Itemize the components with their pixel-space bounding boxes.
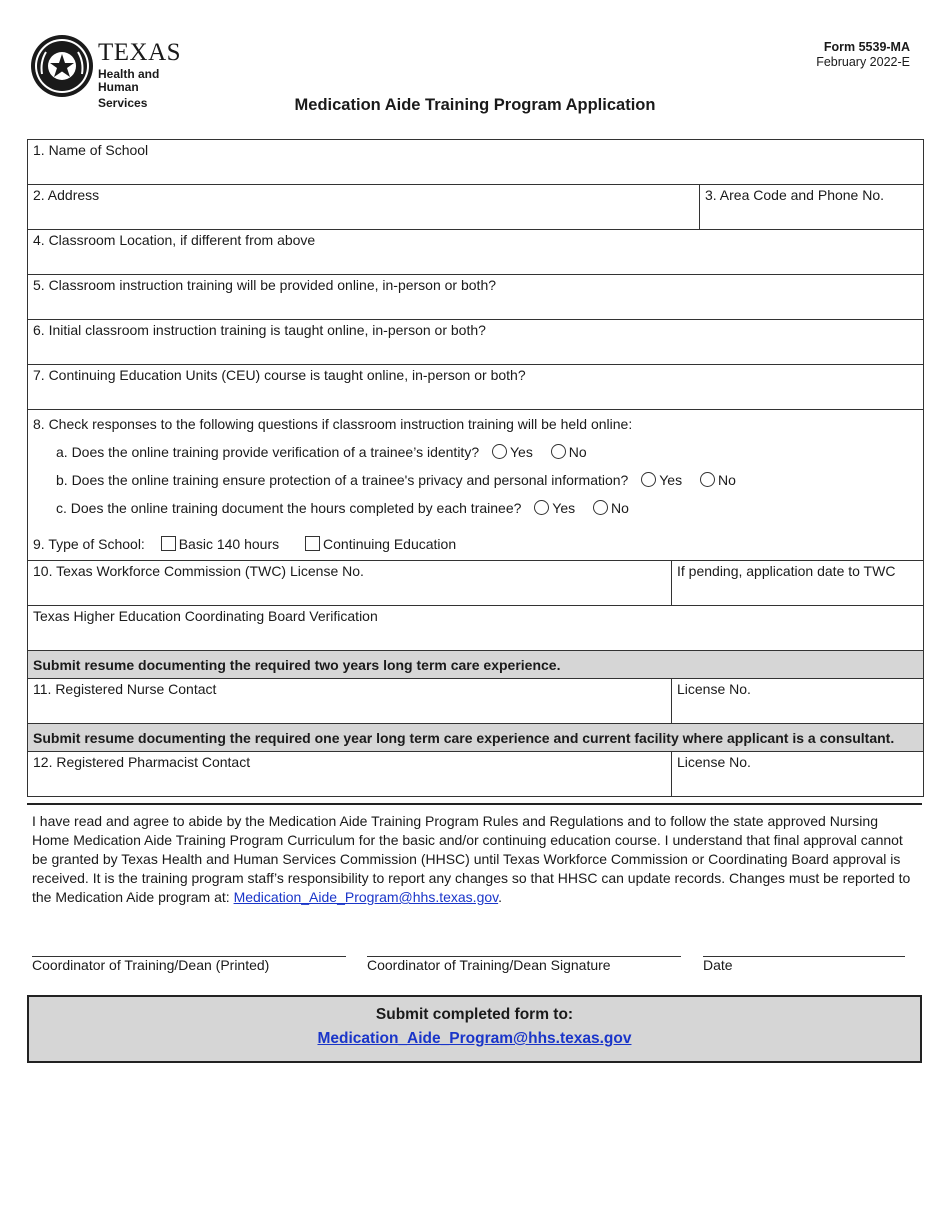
- row-thecb: [28, 606, 923, 651]
- row-instruction-mode: [28, 275, 923, 320]
- page-title: Medication Aide Training Program Application: [294, 96, 656, 114]
- classroom-location-field[interactable]: 4. Classroom Location, if different from above: [33, 232, 316, 248]
- online-questions-heading: 8. Check responses to the following questions if classroom instruction training will be held online:: [33, 416, 633, 432]
- instruction-mode-field[interactable]: 5. Classroom instruction training will be provided online, in-person or both?: [33, 277, 497, 293]
- ceu-mode-field[interactable]: 7. Continuing Education Units (CEU) course is taught online, in-person or both?: [33, 367, 526, 383]
- divider: [27, 803, 922, 805]
- signature-label: Coordinator of Training/Dean Signature: [367, 957, 611, 973]
- signature-line[interactable]: [367, 956, 681, 973]
- school-name-field[interactable]: 1. Name of School: [33, 142, 149, 158]
- row-rph-contact: [28, 752, 923, 797]
- logo-text-texas: TEXAS: [98, 39, 182, 66]
- form-identifier: [816, 40, 910, 70]
- question-8a: [33, 442, 918, 470]
- submit-instructions-box: [27, 995, 922, 1063]
- row-rn-contact: [28, 679, 923, 724]
- date-line[interactable]: [703, 956, 905, 973]
- logo-text-hhs: Health and Human: [98, 67, 160, 94]
- school-type-label: 9. Type of School:: [33, 536, 145, 552]
- row-initial-mode: [28, 320, 923, 365]
- logo-text-services: Services: [98, 96, 148, 110]
- submit-email-link[interactable]: Medication_Aide_Program@hhs.texas.gov: [317, 1030, 632, 1047]
- twc-pending-date-field[interactable]: If pending, application date to TWC: [671, 561, 923, 605]
- question-8c-label: c. Does the online training document the hours completed by each trainee?: [56, 500, 522, 516]
- row-ceu-mode: [28, 365, 923, 410]
- continuing-education-checkbox[interactable]: [305, 536, 320, 551]
- form-date: February 2022-E: [816, 55, 910, 69]
- rph-resume-notice: Submit resume documenting the required one year long term care experience and current facility where applicant is a consultant.: [28, 724, 923, 752]
- question-8b-label: b. Does the online training ensure protection of a trainee's privacy and personal information?: [56, 472, 629, 488]
- q8a-no-radio[interactable]: [551, 444, 566, 459]
- texas-seal-icon: [30, 34, 94, 98]
- agreement-email-link[interactable]: Medication_Aide_Program@hhs.texas.gov: [233, 889, 499, 905]
- basic-140-checkbox[interactable]: [161, 536, 176, 551]
- form-number: Form 5539-MA: [823, 40, 910, 54]
- rn-contact-field[interactable]: 11. Registered Nurse Contact: [33, 681, 217, 697]
- date-label: Date: [703, 957, 733, 973]
- thecb-verification-field[interactable]: Texas Higher Education Coordinating Board Verification: [33, 608, 378, 624]
- question-8c: [33, 498, 918, 526]
- q8b-yes-label: Yes: [659, 472, 683, 488]
- row-online-questions: [28, 410, 923, 561]
- q8b-no-radio[interactable]: [700, 472, 715, 487]
- initial-mode-field[interactable]: 6. Initial classroom instruction training is taught online, in-person or both?: [33, 322, 486, 338]
- question-9-school-type: [33, 534, 918, 562]
- q8b-yes-radio[interactable]: [641, 472, 656, 487]
- q8c-yes-radio[interactable]: [534, 500, 549, 515]
- hhs-logo: [30, 34, 200, 110]
- rn-resume-notice: Submit resume documenting the required two years long term care experience.: [28, 651, 923, 679]
- twc-license-field[interactable]: 10. Texas Workforce Commission (TWC) License No.: [33, 563, 364, 579]
- question-8a-label: a. Does the online training provide verification of a trainee’s identity?: [56, 444, 480, 460]
- q8a-no-label: No: [568, 444, 587, 460]
- q8c-no-radio[interactable]: [593, 500, 608, 515]
- row-address: [28, 185, 923, 230]
- row-school-name[interactable]: [28, 140, 923, 185]
- address-field[interactable]: 2. Address: [33, 187, 100, 203]
- rph-license-field[interactable]: License No.: [671, 752, 923, 796]
- submit-title: Submit completed form to:: [375, 1006, 574, 1023]
- agreement-end: .: [498, 889, 502, 905]
- q8b-no-label: No: [717, 472, 736, 488]
- q8c-no-label: No: [611, 500, 629, 516]
- row-classroom-location: [28, 230, 923, 275]
- agreement-paragraph: [32, 812, 917, 907]
- continuing-education-label: Continuing Education: [323, 536, 457, 552]
- agreement-text: I have read and agree to abide by the Medication Aide Training Program Rules and Regulations and to follow the state approved Nursing Home Medication Aide Training Program Curriculum for the basic and/or continuing education course. I understand that final approval cannot be granted by Texas Health and Human Services Commission (HHSC) until Texas Workforce Commission or Coordinating Board approval is received. It is the training program staff’s responsibility to report any changes so that HHSC can update records. Changes must be reported to the Medication Aide program at:: [32, 813, 911, 905]
- rn-license-field[interactable]: License No.: [671, 679, 923, 723]
- q8c-yes-label: Yes: [552, 500, 576, 516]
- row-twc-license: [28, 561, 923, 606]
- printed-name-line[interactable]: [32, 956, 346, 973]
- application-form: [27, 139, 924, 797]
- q8a-yes-radio[interactable]: [492, 444, 507, 459]
- question-8b: [33, 470, 918, 498]
- phone-field[interactable]: 3. Area Code and Phone No.: [699, 185, 923, 229]
- basic-140-label: Basic 140 hours: [178, 536, 280, 552]
- q8a-yes-label: Yes: [510, 444, 533, 460]
- printed-name-label: Coordinator of Training/Dean (Printed): [32, 957, 270, 973]
- rph-contact-field[interactable]: 12. Registered Pharmacist Contact: [33, 754, 251, 770]
